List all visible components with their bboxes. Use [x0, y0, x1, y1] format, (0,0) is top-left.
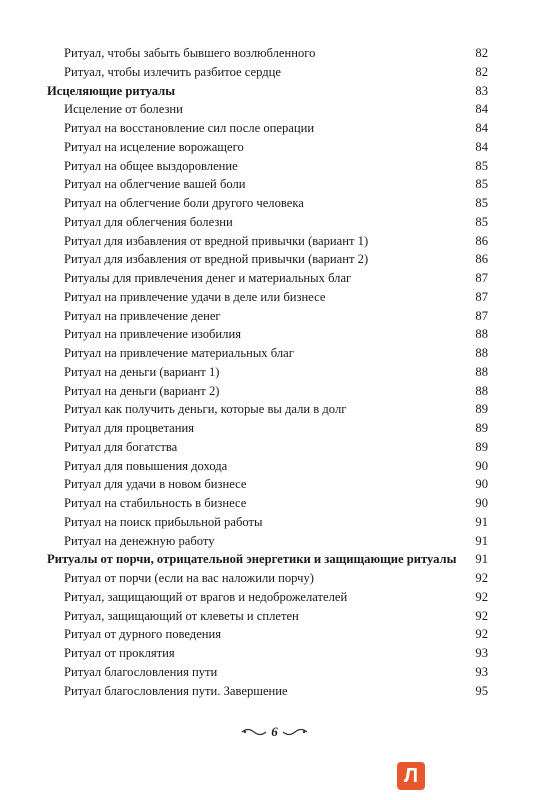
toc-entry-title: Ритуал, чтобы излечить разбитое сердце: [64, 64, 281, 79]
toc-entry-title: Ритуал благословления пути: [64, 664, 218, 679]
toc-entry: [47, 682, 488, 701]
toc-entry: [47, 250, 488, 269]
toc-entry: [47, 194, 488, 213]
toc-entry-title: Ритуал на общее выздоровление: [64, 158, 238, 173]
toc-entry: [47, 138, 488, 157]
toc-entry-title: Ритуал от проклятия: [64, 646, 175, 660]
toc-entry-title: Ритуал на исцеление ворожащего: [64, 139, 244, 154]
toc-entry-page: 89: [475, 421, 488, 435]
toc-entry-page: 93: [475, 646, 488, 660]
toc-entry-title: Ритуал от порчи (если на вас наложили порчу): [64, 571, 314, 585]
page-footer: [0, 724, 549, 740]
toc-entry: [47, 438, 488, 457]
toc-entry-page: 87: [475, 308, 488, 323]
toc-entry: [47, 400, 488, 419]
toc-entry: [47, 625, 488, 644]
toc-entry-page: 84: [475, 121, 488, 135]
toc-entry-title: Ритуалы от порчи, отрицательной энергетики и защищающие ритуалы: [47, 552, 457, 567]
toc-entry-title: Ритуал на привлечение денег: [64, 308, 221, 323]
toc-entry-page: 82: [475, 64, 488, 79]
toc-entry-page: 85: [475, 177, 488, 192]
toc-entry: [47, 663, 488, 682]
toc-entry-title: Ритуал на поиск прибыльной работы: [64, 514, 263, 529]
toc-entry-page: 90: [475, 477, 488, 492]
toc-entry: [47, 419, 488, 438]
toc-entry-page: 91: [475, 514, 488, 529]
toc-entry: [47, 44, 488, 63]
toc-entry: [47, 494, 488, 513]
toc-entry: [47, 232, 488, 251]
toc-entry-page: 86: [475, 233, 488, 248]
toc-entry-title: Исцеляющие ритуалы: [47, 83, 176, 98]
toc-entry-title: Ритуал, чтобы забыть бывшего возлюбленного: [64, 46, 316, 60]
toc-entry-title: Ритуал для повышения дохода: [64, 458, 228, 473]
toc-entry-page: 92: [475, 571, 488, 585]
toc-entry-title: Ритуал на стабильность в бизнесе: [64, 496, 247, 510]
toc-entry: [47, 588, 488, 607]
toc-entry-title: Ритуал на денежную работу: [64, 533, 215, 548]
toc-entry: [47, 63, 488, 82]
toc-entry: [47, 532, 488, 551]
toc-entry-page: 83: [475, 83, 488, 98]
toc-entry: [47, 457, 488, 476]
toc-entry-title: Ритуал на деньги (вариант 1): [64, 364, 220, 379]
toc-entry-title: Ритуал, защищающий от клеветы и сплетен: [64, 608, 299, 623]
toc-entry-title: Ритуал на привлечение удачи в деле или бизнесе: [64, 289, 326, 304]
toc-entry-title: Ритуал на облегчение вашей боли: [64, 177, 246, 192]
toc-entry: [47, 100, 488, 119]
toc-entry-title: Ритуал для избавления от вредной привычки (вариант 2): [64, 252, 369, 267]
toc-entry-page: 92: [475, 627, 488, 642]
toc-entry-page: 93: [475, 664, 488, 679]
toc-entry-page: 89: [475, 439, 488, 454]
table-of-contents: [47, 44, 488, 700]
toc-entry-title: Ритуал на деньги (вариант 2): [64, 383, 220, 398]
toc-entry-title: Ритуал для богатства: [64, 439, 178, 454]
toc-entry-page: 88: [475, 327, 488, 342]
toc-entry-page: 82: [475, 46, 488, 60]
page-number: 6: [271, 724, 278, 739]
toc-entry-title: Ритуал на привлечение материальных благ: [64, 346, 294, 360]
toc-entry-title: Ритуал для избавления от вредной привычки (вариант 1): [64, 233, 369, 248]
publisher-logo: Л: [397, 762, 425, 790]
toc-entry-page: 89: [475, 402, 488, 417]
toc-entry: [47, 157, 488, 176]
toc-entry-page: 92: [475, 608, 488, 623]
toc-entry: [47, 644, 488, 663]
toc-entry: [47, 382, 488, 401]
toc-entry: [47, 269, 488, 288]
toc-entry-title: Ритуал для удачи в новом бизнесе: [64, 477, 247, 492]
toc-entry: [47, 325, 488, 344]
toc-entry-page: 87: [475, 271, 488, 285]
toc-entry: [47, 569, 488, 588]
toc-entry: [47, 288, 488, 307]
toc-entry-page: 92: [475, 589, 488, 604]
toc-entry: [47, 307, 488, 326]
ornament-left-icon: [241, 727, 267, 737]
toc-entry-title: Ритуал на восстановление сил после операции: [64, 121, 315, 135]
toc-section-heading: [47, 82, 488, 101]
toc-entry: [47, 607, 488, 626]
toc-entry-page: 90: [475, 458, 488, 473]
toc-entry-page: 85: [475, 158, 488, 173]
toc-entry: [47, 363, 488, 382]
toc-entry: [47, 175, 488, 194]
toc-entry-title: Ритуал, защищающий от врагов и недоброжелателей: [64, 589, 348, 604]
toc-entry-page: 85: [475, 196, 488, 210]
toc-entry-page: 84: [475, 102, 488, 117]
toc-entry-page: 90: [475, 496, 488, 510]
toc-entry-page: 88: [475, 383, 488, 398]
toc-entry: [47, 119, 488, 138]
toc-entry-title: Ритуал для облегчения болезни: [64, 214, 233, 229]
toc-section-heading: [47, 550, 488, 569]
toc-entry-title: Исцеление от болезни: [64, 102, 183, 117]
toc-entry-title: Ритуал как получить деньги, которые вы дали в долг: [64, 402, 347, 417]
toc-entry-page: 88: [475, 346, 488, 360]
toc-entry-title: Ритуал на привлечение изобилия: [64, 327, 241, 342]
toc-entry-title: Ритуалы для привлечения денег и материальных благ: [64, 271, 352, 285]
toc-entry: [47, 475, 488, 494]
toc-entry-title: Ритуал на облегчение боли другого человека: [64, 196, 304, 210]
toc-entry-page: 91: [475, 552, 488, 567]
toc-entry-page: 87: [475, 289, 488, 304]
toc-entry-page: 88: [475, 364, 488, 379]
toc-entry: [47, 344, 488, 363]
toc-entry-page: 84: [475, 139, 488, 154]
toc-entry-page: 85: [475, 214, 488, 229]
toc-entry-title: Ритуал от дурного поведения: [64, 627, 222, 642]
toc-entry: [47, 213, 488, 232]
toc-entry-page: 95: [475, 683, 488, 698]
toc-entry-page: 91: [475, 533, 488, 548]
toc-entry: [47, 513, 488, 532]
toc-entry-title: Ритуал благословления пути. Завершение: [64, 683, 288, 698]
toc-entry-title: Ритуал для процветания: [64, 421, 195, 435]
ornament-right-icon: [282, 727, 308, 737]
toc-entry-page: 86: [475, 252, 488, 267]
